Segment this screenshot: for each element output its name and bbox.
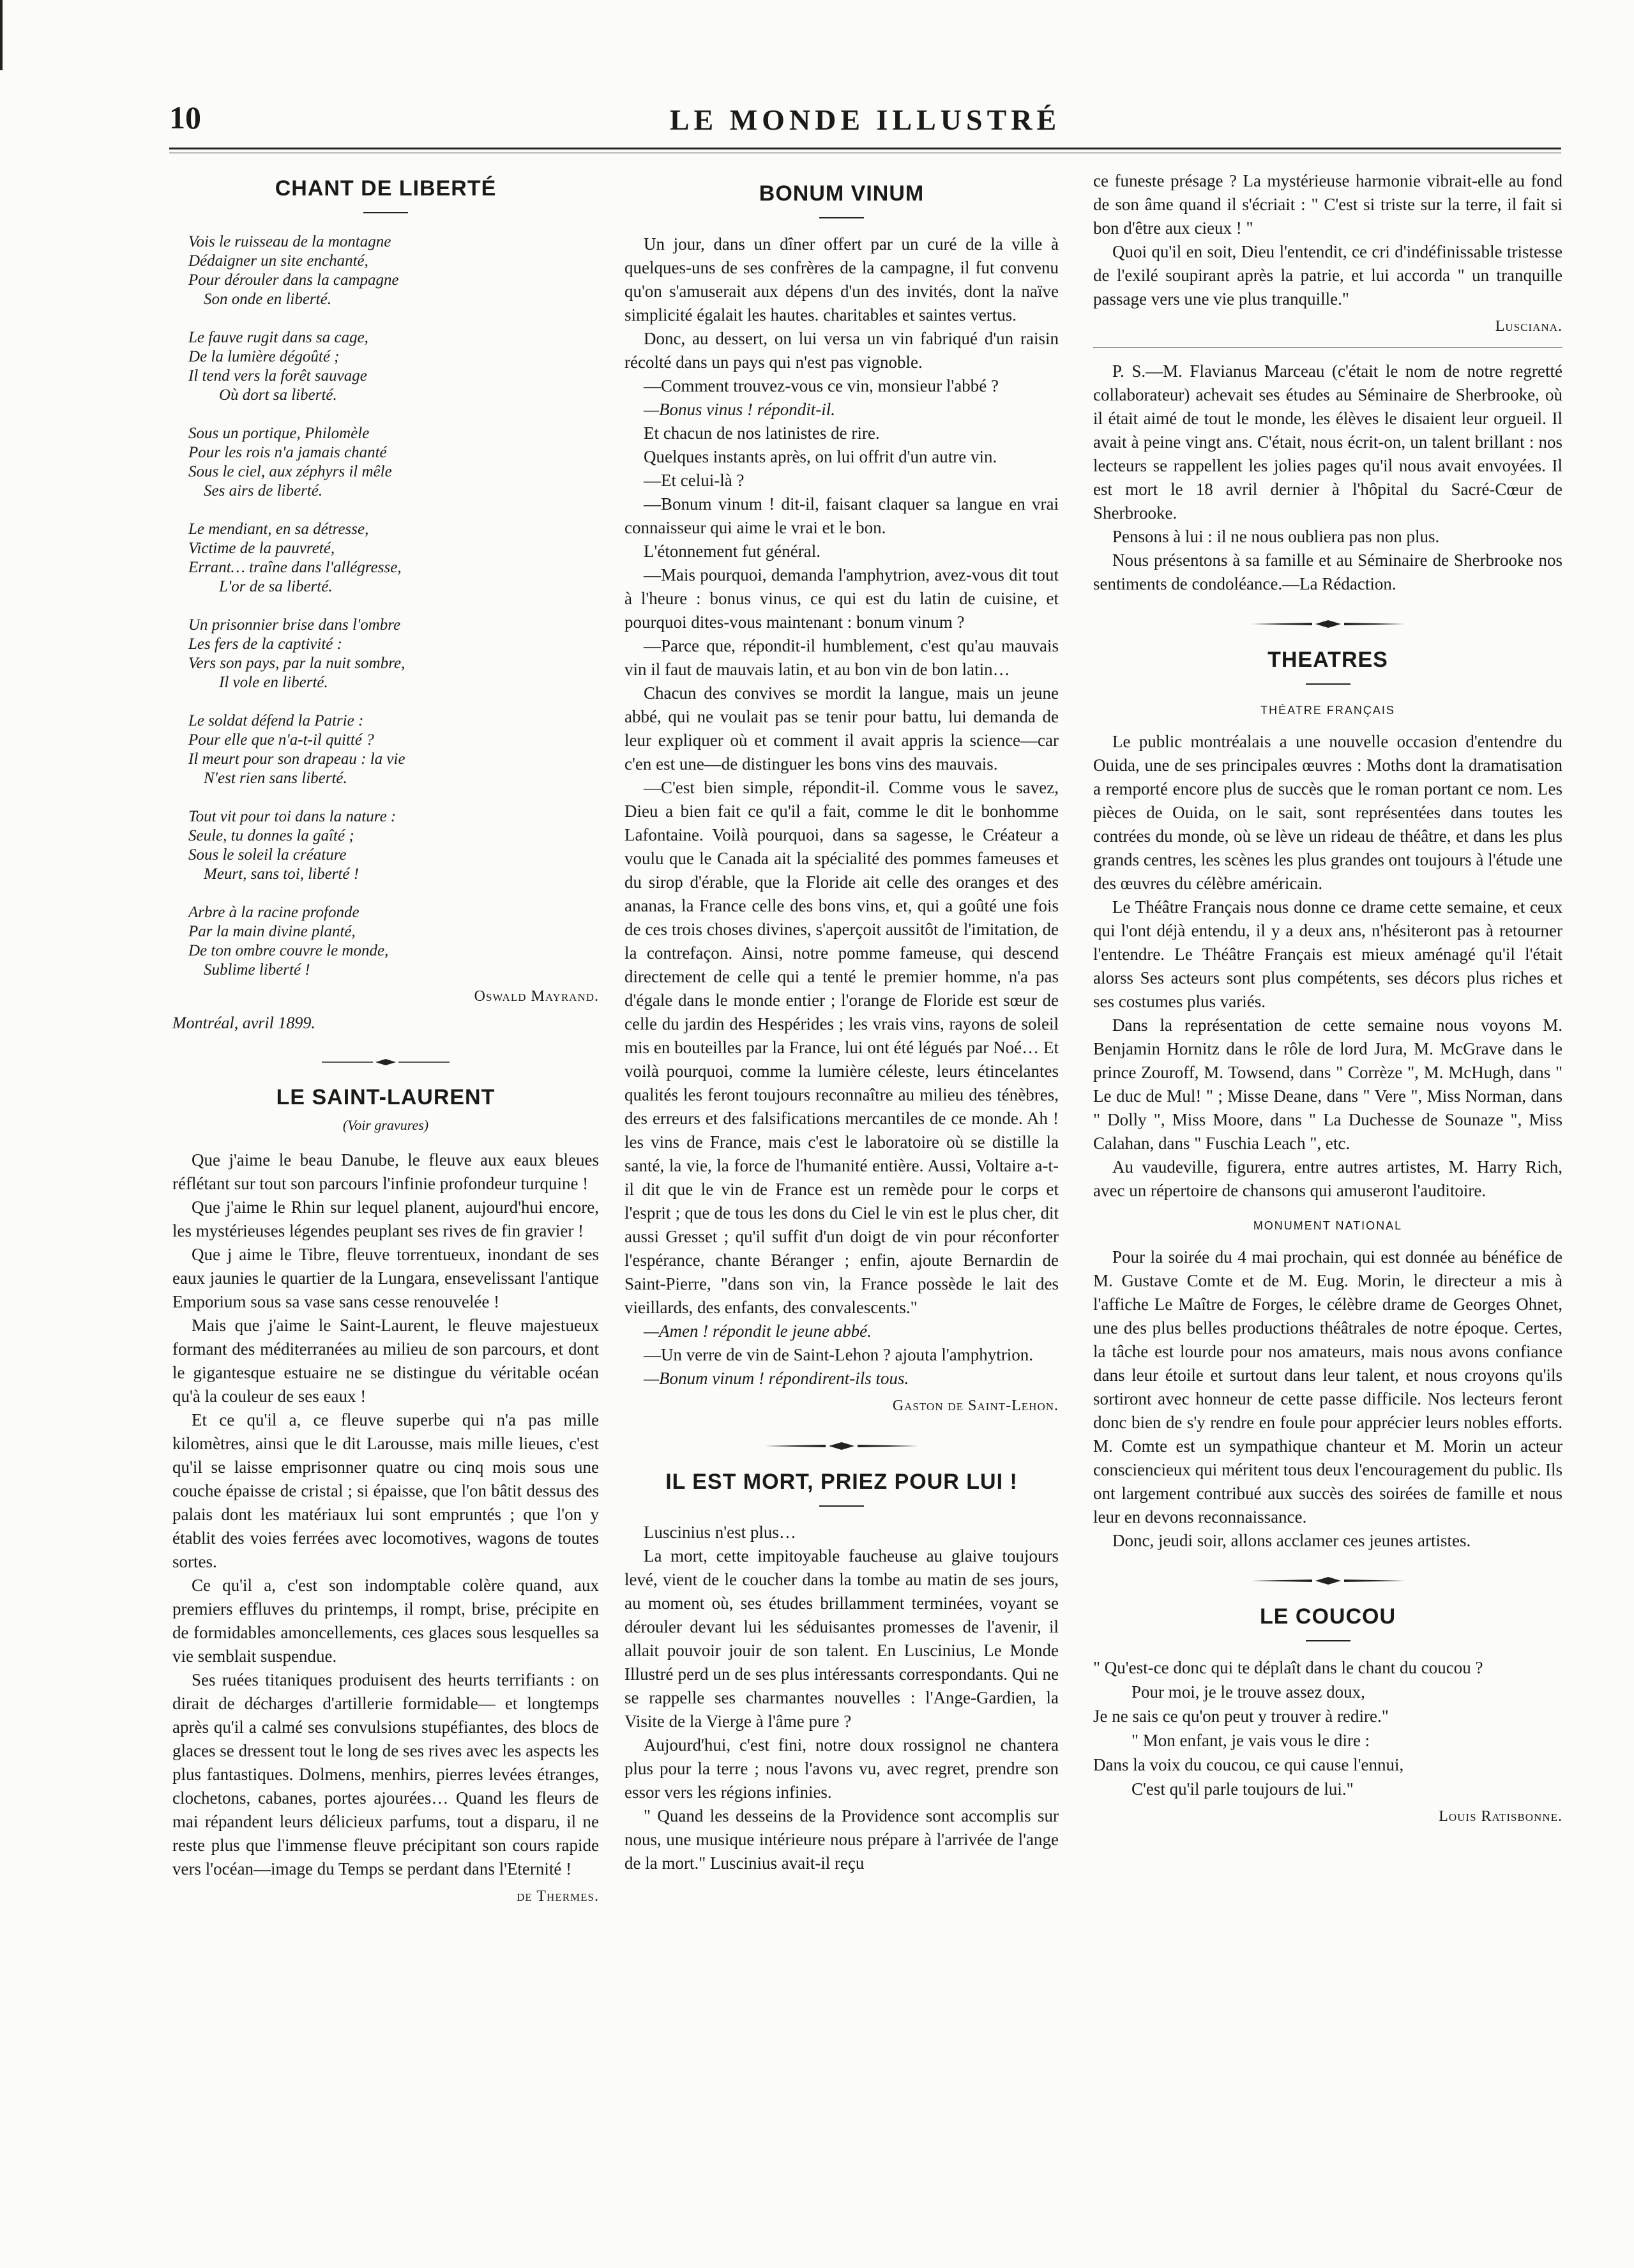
- paragraph: Au vaudeville, figurera, entre autres artistes, M. Harry Rich, avec un répertoire de chansons qui amuseront l'auditoire.: [1093, 1157, 1562, 1200]
- paragraph: Pensons à lui : il ne nous oubliera pas non plus.: [1112, 527, 1440, 546]
- page-number: 10: [169, 100, 201, 135]
- author-signature: Gaston de Saint-Lehon.: [892, 1397, 1059, 1414]
- paragraph: —Et celui-là ?: [644, 471, 745, 490]
- column-middle: [624, 169, 1059, 1875]
- poem-le-coucou: " Qu'est-ce donc qui te déplaît dans le chant du coucou ? Pour moi, je le trouve assez doux, Je ne sais ce qu'on peut y trouver à redire." " Mon enfant, je vais vous le dire : Dans la voix du coucou, ce qui cause l'ennui, C'est qu'il parle toujours de lui.": [1093, 1658, 1483, 1799]
- stanza: Le mendiant, en sa détresse, Victime de la pauvreté, Errant… traîne dans l'allégresse, L'or de sa liberté.: [188, 521, 402, 595]
- section-subhead: MONUMENT NATIONAL: [1253, 1219, 1403, 1232]
- paragraph: Le Théâtre Français nous donne ce drame cette semaine, et ceux qui l'ont déjà entendu, il y a deux ans, n'hésiteront pas à retourner l'entendre. Le Théâtre Français est mieux aménagé qu'il l'était alorss Ses acteurs sont plus compétents, ses décors plus riches et ses costumes plus variés.: [1093, 897, 1562, 1011]
- ornament-divider: [1093, 619, 1562, 629]
- author-signature: Oswald Mayrand.: [474, 988, 599, 1005]
- paragraph: Quelques instants après, on lui offrit d'un autre vin.: [644, 447, 997, 466]
- stanza: Tout vit pour toi dans la nature : Seule, tu donnes la gaîté ; Sous le soleil la créature Meurt, sans toi, liberté !: [188, 808, 397, 883]
- header-rule: [169, 148, 1561, 153]
- paragraph: —Comment trouvez-vous ce vin, monsieur l'abbé ?: [644, 376, 999, 395]
- paragraph: Un jour, dans un dîner offert par un curé de la ville à quelques-uns de ses confrères de la campagne, il fut convenu qu'on s'amuserait aux dépens d'un des invités, dont la naïve simplicité égalait les hautes. charitables et saintes vertus.: [624, 234, 1059, 324]
- title-rule: [819, 1505, 864, 1507]
- article-title-le-coucou: LE COUCOU: [1260, 1604, 1396, 1629]
- author-signature: de Thermes.: [517, 1888, 599, 1905]
- paragraph: —Bonus vinus ! répondit-il.: [644, 400, 835, 419]
- ornament-divider: [1093, 1576, 1562, 1586]
- column-right: [1093, 169, 1562, 1829]
- paragraph: —Bonum vinum ! dit-il, faisant claquer sa langue en vrai connaisseur qui aime le vrai et le bon.: [624, 494, 1059, 537]
- article-title-saint-laurent: LE SAINT-LAURENT: [276, 1085, 495, 1109]
- stanza: Vois le ruisseau de la montagne Dédaigner un site enchanté, Pour dérouler dans la campagne Son onde en liberté.: [188, 233, 399, 308]
- paragraph: Nous présentons à sa famille et au Séminaire de Sherbrooke nos sentiments de condoléance.—La Rédaction.: [1093, 551, 1562, 593]
- paragraph: Luscinius n'est plus…: [644, 1523, 796, 1542]
- stanza: Le soldat défend la Patrie : Pour elle que n'a-t-il quitté ? Il meurt pour son drapeau : la vie N'est rien sans liberté.: [188, 712, 405, 787]
- column-left: [172, 169, 599, 1908]
- paragraph: Aujourd'hui, c'est fini, notre doux rossignol ne chantera plus pour la terre ; nous l'avons vu, avec regret, prendre son essor vers les régions infinies.: [624, 1735, 1059, 1802]
- stanza: Sous un portique, Philomèle Pour les rois n'a jamais chanté Sous le ciel, aux zéphyrs il mêle Ses airs de liberté.: [188, 425, 392, 499]
- paragraph: Donc, au dessert, on lui versa un vin fabriqué d'un raisin récolté dans un pays qui n'est pas vignoble.: [624, 329, 1059, 372]
- paragraph: —Bonum vinum ! répondirent-ils tous.: [644, 1369, 909, 1388]
- author-signature: Lusciana.: [1495, 318, 1562, 335]
- paragraph: Et chacun de nos latinistes de rire.: [644, 423, 880, 443]
- paragraph: Quoi qu'il en soit, Dieu l'entendit, ce cri d'indéfinissable tristesse de l'exilé soupirant après la patrie, et lui accorda " un tranquille passage vers une vie plus tranquille.": [1093, 242, 1562, 308]
- paragraph: Que j'aime le beau Danube, le fleuve aux eaux bleues réflétant sur tout son parcours l'infinie profondeur turquine !: [172, 1150, 599, 1193]
- paragraph: Ce qu'il a, c'est son indomptable colère quand, aux premiers effluves du printemps, il rompt, brise, précipite en de formidables amoncellements, ces glaces sous lesquelles sa vie semblait suspendue.: [172, 1576, 599, 1666]
- paragraph: —Parce que, répondit-il humblement, c'est qu'au mauvais vin il faut de mauvais latin, et au bon vin de bon latin…: [624, 636, 1059, 679]
- page-edge-rule: [0, 0, 3, 70]
- paragraph: Donc, jeudi soir, allons acclamer ces jeunes artistes.: [1112, 1531, 1471, 1550]
- paragraph: Le public montréalais a une nouvelle occasion d'entendre du Ouida, une de ses principales œuvres : Moths dont la dramatisation a remporté encore plus de succès que le roman portant ce nom. Les pièces de Ouida, on le sait, sont représentées dans toutes les contrées du monde, où se lève un rideau de théâtre, et dans les plus grands centres, les scènes les plus grandes ont toujours à l'étude une des œuvres du célèbre américain.: [1093, 732, 1562, 893]
- paragraph: " Quand les desseins de la Providence sont accomplis sur nous, une musique intérieure nous prépare à l'arrivée de l'ange de la mort." Luscinius avait-il reçu: [624, 1806, 1059, 1873]
- section-rule: [1093, 347, 1562, 348]
- paragraph: Et ce qu'il a, ce fleuve superbe qui n'a pas mille kilomètres, ainsi que le dit Larousse, mais mille lieues, c'est qu'il se laisse emprisonner quatre ou cinq mois sous une couche épaisse de cristal ; si épaisse, que l'on bâtit dessus des palais dont les matériaux lui sont empruntés ; que l'on y établit des voies ferrées avec locomotives, wagons de toutes sortes.: [172, 1410, 599, 1571]
- ornament-divider: [172, 1058, 599, 1067]
- poem-chant-de-liberte: [172, 232, 599, 980]
- paragraph: Mais que j'aime le Saint-Laurent, le fleuve majestueux formant des méditerranées au milieu de son parcours, et dont le gigantesque estuaire ne se distingue du véritable océan qu'à la couleur de ses eaux !: [172, 1316, 599, 1406]
- paragraph: L'étonnement fut général.: [644, 542, 821, 561]
- paragraph: ce funeste présage ? La mystérieuse harmonie vibrait-elle au fond de son âme quand il s'écriait : " C'est si triste sur la terre, il fait si bon d'être aux cieux ! ": [1093, 171, 1562, 238]
- paragraph: La mort, cette impitoyable faucheuse au glaive toujours levé, vient de le coucher dans la tombe au matin de ses jours, au moment où, ses études brillamment terminées, voyant se dérouler devant lui les séduisantes promesses de l'avenir, il allait pouvoir jouir de son talent. En Luscinius, Le Monde Illustré perd un de ses plus intéressants correspondants. Qui ne se rappelle ses charmantes nouvelles : l'Ange-Gardien, la Visite de la Vierge à l'âme pure ?: [624, 1546, 1059, 1731]
- title-rule: [819, 217, 864, 218]
- article-title-il-est-mort: IL EST MORT, PRIEZ POUR LUI !: [665, 1470, 1018, 1494]
- article-title-theatres: THEATRES: [1267, 648, 1388, 672]
- paragraph: Pour la soirée du 4 mai prochain, qui est donnée au bénéfice de M. Gustave Comte et de M. Eug. Morin, le directeur a mis à l'affiche Le Maître de Forges, le célèbre drame de Georges Ohnet, une des plus belles productions théâtrales de notre époque. Certes, la tâche est lourde pour nos amateurs, mais nous avons confiance dans leur étoile et surtout dans leur talent, et nous croyons qu'ils sortiront avec honneur de cette passe difficile. Nos lecteurs feront donc bien de s'y rendre en foule pour apprécier leurs nobles efforts. M. Comte est un sympathique chanteur et M. Morin un acteur consciencieux qui méritent tous deux l'encouragement du public. Ils ont largement contribué aux succès des soirées de famille et nous leur en devons reconnaissance.: [1093, 1247, 1562, 1526]
- stanza: Le fauve rugit dans sa cage, De la lumière dégoûté ; Il tend vers la forêt sauvage Où dort sa liberté.: [188, 329, 368, 404]
- title-rule: [363, 212, 408, 213]
- paragraph: Que j aime le Tibre, fleuve torrentueux, inondant de ses eaux jaunies le quartier de la Lungara, ensevelissant l'antique Emporium sous sa vase sans cesse renouvelée !: [172, 1245, 599, 1311]
- masthead-title: LE MONDE ILLUSTRÉ: [669, 103, 1061, 136]
- paragraph: —Un verre de vin de Saint-Lehon ? ajouta l'amphytrion.: [644, 1345, 1033, 1364]
- ornament-divider: [624, 1441, 1059, 1451]
- paragraph: P. S.—M. Flavianus Marceau (c'était le nom de notre regretté collaborateur) achevait ses études au Séminaire de Sherbrooke, où il était aimé de tout le monde, les élèves le disaient leur orgueil. Il avait à peine vingt ans. C'était, nous écrit-on, un talent brillant : nos lecteurs se rappellent les jolies pages qu'il nous avait envoyées. Il est mort le 18 avril dernier à l'hôpital du Sacré-Cœur de Sherbrooke.: [1093, 362, 1562, 522]
- dateline: Montréal, avril 1899.: [172, 1014, 315, 1032]
- page-header: [169, 99, 1561, 156]
- paragraph: —C'est bien simple, répondit-il. Comme vous le savez, Dieu a bien fait ce qu'il a fait, comme le dit le bonhomme Lafontaine. Voilà pourquoi, dans sa sagesse, le Créateur a voulu que le Canada ait la spécialité des pommes fameuses et du sirop d'érable, que la Floride ait celle des oranges et des ananas, la France celle des bons vins, et, qui a goûté une fois de ces trois choses divines, s'aperçoit aussitôt de l'imitation, de la contrefaçon. Ainsi, notre pomme fameuse, qui descend directement de celle qui a tenté le premier homme, n'a pas d'égale dans le monde entier ; l'orange de Floride est sœur de celle du jardin des Hespérides ; les vrais vins, rayons de soleil mis en bouteilles par la France, lui ont été légués par Noé… Et voilà pourquoi, comme la lumière céleste, leurs étincelantes qualités les feront toujours reconnaître au milieu des ténèbres, des erreurs et des falsifications mercantiles de ce monde. Ah ! les vins de France, mais c'est le laboratoire où se distille la santé, la vie, la force de l'humanité entière. Aussi, Voltaire a-t-il dit que le vin de France est un remède pour le corps et l'esprit ; que de tous les dons du Ciel le vin est le plus cher, dit aussi Gresset ; qu'il suffit d'un doigt de vin pour réconforter l'espérance, chante Béranger ; enfin, ajoute Bernardin de Saint-Pierre, "dans son vin, la France possède le lait des vieillards, des enfants, des convalescents.": [624, 778, 1059, 1317]
- title-rule: [1306, 1640, 1350, 1641]
- paragraph: Que j'aime le Rhin sur lequel planent, aujourd'hui encore, les mystérieuses légendes peuplant ses rives de fin gravier !: [172, 1198, 599, 1240]
- paragraph: Ses ruées titaniques produisent des heurts terrifiants : on dirait de décharges d'artillerie formidable— et longtemps après qu'il a calmé ses convulsions stupéfiantes, des blocs de glaces se dressent tout le long de ses rives avec les aspects les plus fantastiques. Dolmens, menhirs, pierres levées étranges, clochetons, cabanes, portes ajourées… Quand les fleurs de mai répandent leurs délicieux parfums, tout a disparu, il ne reste plus que l'immense fleuve précipitant son cours rapide vers l'océan—image du Temps se perdant dans l'Eternité !: [172, 1670, 599, 1878]
- title-rule: [1306, 683, 1350, 685]
- stanza: Arbre à la racine profonde Par la main divine planté, De ton ombre couvre le monde, Sublime liberté !: [188, 904, 389, 978]
- paragraph: —Amen ! répondit le jeune abbé.: [644, 1321, 872, 1341]
- paragraph: Chacun des convives se mordit la langue, mais un jeune abbé, qui ne voulait pas se tenir pour battu, lui demanda de leur expliquer où et comment il avait appris la science—car c'en est une—de distinguer les bons vins des mauvais.: [624, 683, 1059, 773]
- paragraph: Dans la représentation de cette semaine nous voyons M. Benjamin Hornitz dans le rôle de lord Jura, M. McGrave dans le prince Zouroff, M. Towsend, dans " Corrèze ", M. McHugh, dans " Le duc de Mul! " ; Misse Deane, dans " Vere ", Miss Norman, dans " Dolly ", Miss Moore, dans " La Duchesse de Sounaze ", Miss Calahan, dans " Fuschia Leach ", etc.: [1093, 1016, 1562, 1153]
- article-title-chant: CHANT DE LIBERTÉ: [275, 176, 497, 201]
- section-subhead: THÉATRE FRANÇAIS: [1260, 704, 1395, 717]
- author-signature: Louis Ratisbonne.: [1439, 1808, 1562, 1825]
- stanza: Un prisonnier brise dans l'ombre Les fers de la captivité : Vers son pays, par la nuit sombre, Il vole en liberté.: [188, 616, 405, 691]
- article-subtitle: (Voir gravures): [342, 1117, 429, 1133]
- article-title-bonum-vinum: BONUM VINUM: [759, 181, 925, 206]
- paragraph: —Mais pourquoi, demanda l'amphytrion, avez-vous dit tout à l'heure : bonus vinus, ce qui est du latin de cuisine, et pourquoi dites-vous maintenant : bonum vinum ?: [624, 565, 1059, 632]
